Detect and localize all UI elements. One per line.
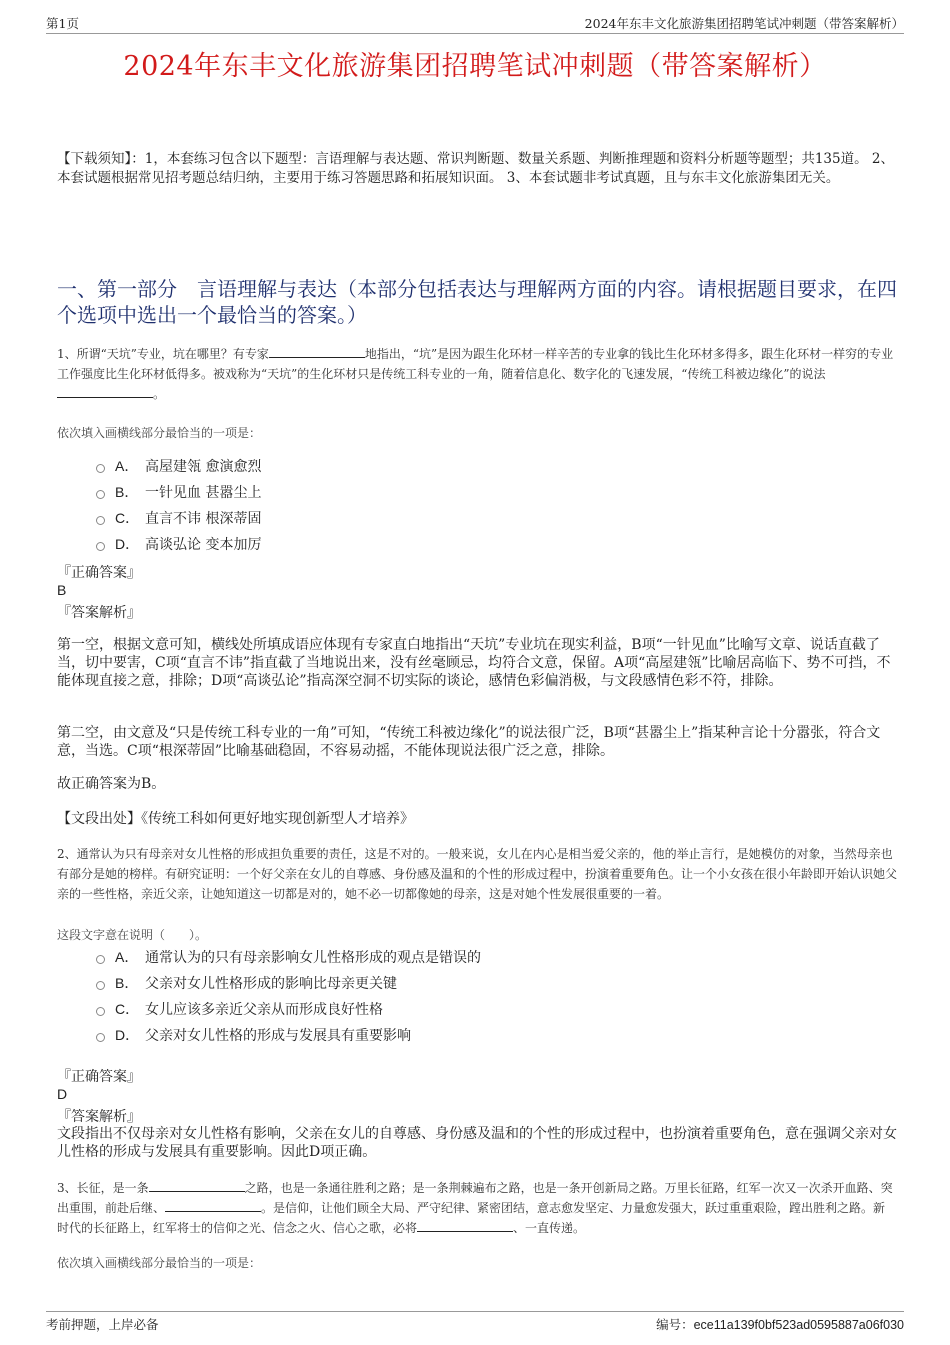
option-c[interactable]: C． 直言不讳 根深蒂固 [96, 505, 261, 531]
blank-line [165, 1200, 261, 1212]
option-c[interactable]: C． 女儿应该多亲近父亲从而形成良好性格 [96, 996, 481, 1022]
page-footer [46, 1311, 904, 1333]
fill-instruction: 依次填入画横线部分最恰当的一项是： [57, 426, 262, 440]
page-number: 第1页 [46, 16, 79, 31]
analysis-paragraph-2: 第二空，由文意及“只是传统工科专业的一角”可知，“传统工科被边缘化”的说法很广泛，B项“甚嚣尘上”指某种言论十分嚣张，符合文意，当选。C项“根深蒂固”比喻基础稳固，不容易动摇，不能体现说法很广泛之意，排除。 [57, 725, 881, 759]
download-notice: 【下载须知】：1，本套练习包含以下题型：言语理解与表达题、常识判断题、数量关系题、判断推理题和资料分析题等题型；共135道。 2、本套试题根据常见招考题总结归纳，主要用于练习答题思路和拓展知识面。 3、本套试题非考试真题，且与东丰文化旅游集团无关。 [57, 151, 894, 186]
question-1-text: 1、所谓“天坑”专业，坑在哪里？有专家 地指出，“坑”是因为跟生化环材一样辛苦的专业拿的钱比生化环材多得多，跟生化环材一样穷的专业工作强度比生化环材低得多。被戏称为“天坑”的生化环材只是传统工科专业的一角，随着信息化、数字化的飞速发展，“传统工科被边缘化”的说法。 [57, 347, 894, 401]
document-title: 2024年东丰文化旅游集团招聘笔试冲刺题（带答案解析） [123, 51, 827, 82]
radio-icon[interactable] [96, 516, 105, 525]
radio-icon[interactable] [96, 1007, 105, 1016]
question-1-options [96, 453, 261, 557]
option-d[interactable]: D． 高谈弘论 变本加厉 [96, 531, 261, 557]
radio-icon[interactable] [96, 955, 105, 964]
option-d[interactable]: D． 父亲对女儿性格的形成与发展具有重要影响 [96, 1022, 481, 1048]
radio-icon[interactable] [96, 464, 105, 473]
blank-line [417, 1220, 513, 1232]
page-header [46, 14, 904, 34]
blank-line [149, 1180, 245, 1192]
option-a[interactable]: A． 通常认为的只有母亲影响女儿性格形成的观点是错误的 [96, 944, 481, 970]
section-heading: 一、第一部分 言语理解与表达（本部分包括表达与理解两方面的内容。请根据题目要求，在四个选项中选出一个最恰当的答案。） [57, 277, 897, 327]
radio-icon[interactable] [96, 981, 105, 990]
radio-icon[interactable] [96, 542, 105, 551]
question-2-prompt: 这段文字意在说明（ ）。 [57, 928, 208, 942]
passage-source: 【文段出处】《传统工科如何更好地实现创新型人才培养》 [57, 811, 414, 827]
blank-line [57, 386, 153, 398]
fill-instruction: 依次填入画横线部分最恰当的一项是： [57, 1256, 262, 1270]
correct-answer: B [57, 582, 67, 598]
correct-answer-label: 『正确答案』 [57, 1069, 141, 1085]
footer-slogan: 考前押题，上岸必备 [46, 1317, 159, 1332]
header-doc-title: 2024年东丰文化旅游集团招聘笔试冲刺题（带答案解析） [584, 16, 904, 31]
correct-answer-label: 『正确答案』 [57, 565, 141, 581]
analysis-label: 『答案解析』 [57, 605, 141, 621]
analysis-label: 『答案解析』 [57, 1109, 141, 1125]
analysis-paragraph-1: 第一空，根据文意可知，横线处所填成语应体现有专家直白地指出“天坑”专业坑在现实利益，B项“一针见血”比喻写文章、说话直截了当，切中要害，C项“直言不讳”指直截了当地说出来，没有丝毫顾忌，均符合文意，保留。A项“高屋建瓴”比喻居高临下、势不可挡，不能体现直接之意，排除；D项“高谈弘论”指高深空洞不切实际的谈论，感情色彩偏消极，与文段感情色彩不符，排除。 [57, 637, 891, 689]
question-2-options [96, 944, 481, 1048]
radio-icon[interactable] [96, 1033, 105, 1042]
question-3-text: 3、长征，是一条 之路，也是一条通往胜利之路；是一条荆棘遍布之路，也是一条开创新局之路。万里长征路，红军一次又一次杀开血路、突出重围，前赴后继、 。是信仰，让他们顾全大局、严守纪律、紧密团结，意志愈发坚定、力量愈发强大，跃过重重艰险，蹚出胜利之路。新时代的长征路上，红军将士的信仰之光、信念之火、信心之歌，必将 、一直传递。 [57, 1181, 893, 1235]
analysis-paragraph: 文段指出不仅母亲对女儿性格有影响，父亲在女儿的自尊感、身份感及温和的个性的形成过程中，也扮演着重要角色，意在强调父亲对女儿性格的形成与发展具有重要影响。因此D项正确。 [57, 1126, 897, 1160]
option-a[interactable]: A． 高屋建瓴 愈演愈烈 [96, 453, 261, 479]
correct-answer: D [57, 1086, 68, 1102]
document-code: 编号：ece11a139f0bf523ad0595887a06f030 [656, 1317, 904, 1332]
option-b[interactable]: B． 一针见血 甚嚣尘上 [96, 479, 261, 505]
blank-line [269, 346, 365, 358]
analysis-conclusion: 故正确答案为B。 [57, 776, 166, 792]
question-2-text: 2、通常认为只有母亲对女儿性格的形成担负重要的责任，这是不对的。一般来说，女儿在内心是相当爱父亲的，他的举止言行，是她模仿的对象，当然母亲也有部分是她的榜样。有研究证明：一个好父亲在女儿的自尊感、身份感及温和的个性的形成过程中，扮演着重要角色。让一个小女孩在很小年龄即开始认识她父亲的一些性格，亲近父亲，让她知道这一切都是对的，她不必一切都像她的母亲，这是对她个性发展很重要的一着。 [57, 847, 898, 901]
radio-icon[interactable] [96, 490, 105, 499]
option-b[interactable]: B． 父亲对女儿性格形成的影响比母亲更关键 [96, 970, 481, 996]
